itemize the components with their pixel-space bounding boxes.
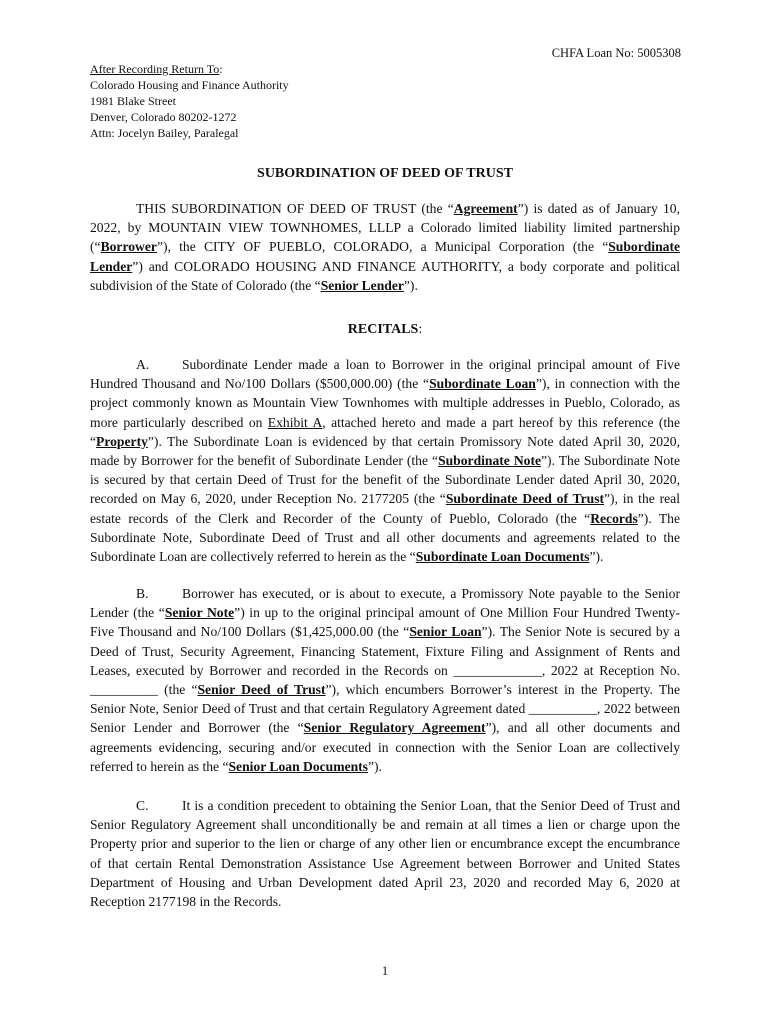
recital-letter: C. [136,798,149,813]
recital-b: B. Borrower has executed, or is about to execute, a Promissory Note payable to the Senior Lender (the “Senior Note”) in up to the original principal amount of One Million Four Hundred Twenty-Five Thousand and No/100 Dollars ($1,425,000.00 (the “Senior Loan”). The Senior Note is secured by a Deed of Trust, Security Agreement, Financing Statement, Fixture Filing and Assignment of Rents and Leases, executed by Borrower and recorded in the Records on _____________, 2022 at Reception No. __________ (the “Senior Deed of Trust”), which encumbers Borrower’s interest in the Property. The Senior Note, Senior Deed of Trust and that certain Regulatory Agreement dated __________, 2022 between Senior Lender and Borrower (the “Senior Regulatory Agreement”), and all other documents and agreements evidencing, securing and/or executed in connection with the Senior Loan are collectively referred to herein as the “Senior Loan Documents”). [90,586,681,774]
recitals-heading: RECITALS: [347,322,423,337]
defined-term: Subordinate Deed of Trust [445,491,605,507]
loan-number: CHFA Loan No: 5005308 [551,46,681,60]
defined-term: Senior Lender [320,277,404,293]
defined-term: Subordinate Loan [429,376,536,392]
defined-term: Subordinate Loan Documents [415,549,590,565]
defined-term: Borrower [100,239,157,255]
document-title: SUBORDINATION OF DEED OF TRUST [257,166,513,181]
exhibit-reference: Exhibit A [267,414,323,430]
recital-a: A. Subordinate Lender made a loan to Borrower in the original principal amount of Five Hundred Thousand and No/100 Dollars ($500,000.00) (the “Subordinate Loan”), in connection with the project commonly known as Mountain View Townhomes with multiple addresses in Pueblo, Colorado, as more particularly described on Exhibit A, attached hereto and made a part hereof by this reference (the “Property”). The Subordinate Loan is evidenced by that certain Promissory Note dated April 30, 2020, made by Borrower for the benefit of Subordinate Lender (the “Subordinate Note”). The Subordinate Note is secured by that certain Deed of Trust for the benefit of the Subordinate Lender dated April 30, 2020, recorded on May 6, 2020, under Reception No. 2177205 (the “Subordinate Deed of Trust”), in the real estate records of the Clerk and Recorder of the County of Pueblo, Colorado (the “Records”). The Subordinate Note, Subordinate Deed of Trust and all other documents and agreements related to the Subordinate Loan are collectively referred to herein as the “Subordinate Loan Documents”). [90,357,681,565]
recital-c: C. It is a condition precedent to obtaining the Senior Loan, that the Senior Deed of Trust and Senior Regulatory Agreement shall unconditionally be and remain at all times a lien or charge upon the Property prior and superior to the lien or charge of any other lien or encumbrance except the encumbrance of that certain Rental Demonstration Assistance Use Agreement between Borrower and United States Department of Housing and Urban Development dated April 23, 2020 and recorded May 6, 2020 at Reception 2177198 in the Records. [90,798,680,910]
defined-term: Senior Deed of Trust [197,682,326,698]
defined-term: Senior Loan Documents [228,758,368,774]
defined-term: Property [96,433,148,449]
defined-term: Subordinate Lender [90,239,680,274]
return-heading: After Recording Return To: [90,62,223,76]
recital-letter: B. [136,586,149,601]
defined-term: Senior Note [164,605,235,621]
defined-term: Senior Regulatory Agreement [303,720,486,736]
defined-term: Senior Loan [409,624,482,640]
return-line-street: 1981 Blake Street [90,94,176,108]
defined-term: Records [590,510,638,526]
return-line-city: Denver, Colorado 80202-1272 [90,110,237,124]
page-number: 1 [381,964,389,978]
intro-paragraph: THIS SUBORDINATION OF DEED OF TRUST (the “Agreement”) is dated as of January 10, 2022, by MOUNTAIN VIEW TOWNHOMES, LLLP a Colorado limited liability limited partnership (“Borrower”), the CITY OF PUEBLO, COLORADO, a Municipal Corporation (the “Subordinate Lender”) and COLORADO HOUSING AND FINANCE AUTHORITY, a body corporate and political subdivision of the State of Colorado (the “Senior Lender”). [90,201,681,293]
defined-term: Subordinate Note [438,453,542,469]
return-address-block [90,61,289,141]
defined-term: Agreement [453,201,518,216]
recital-letter: A. [136,357,150,372]
return-line-authority: Colorado Housing and Finance Authority [90,78,289,92]
return-line-attn: Attn: Jocelyn Bailey, Paralegal [90,126,239,140]
